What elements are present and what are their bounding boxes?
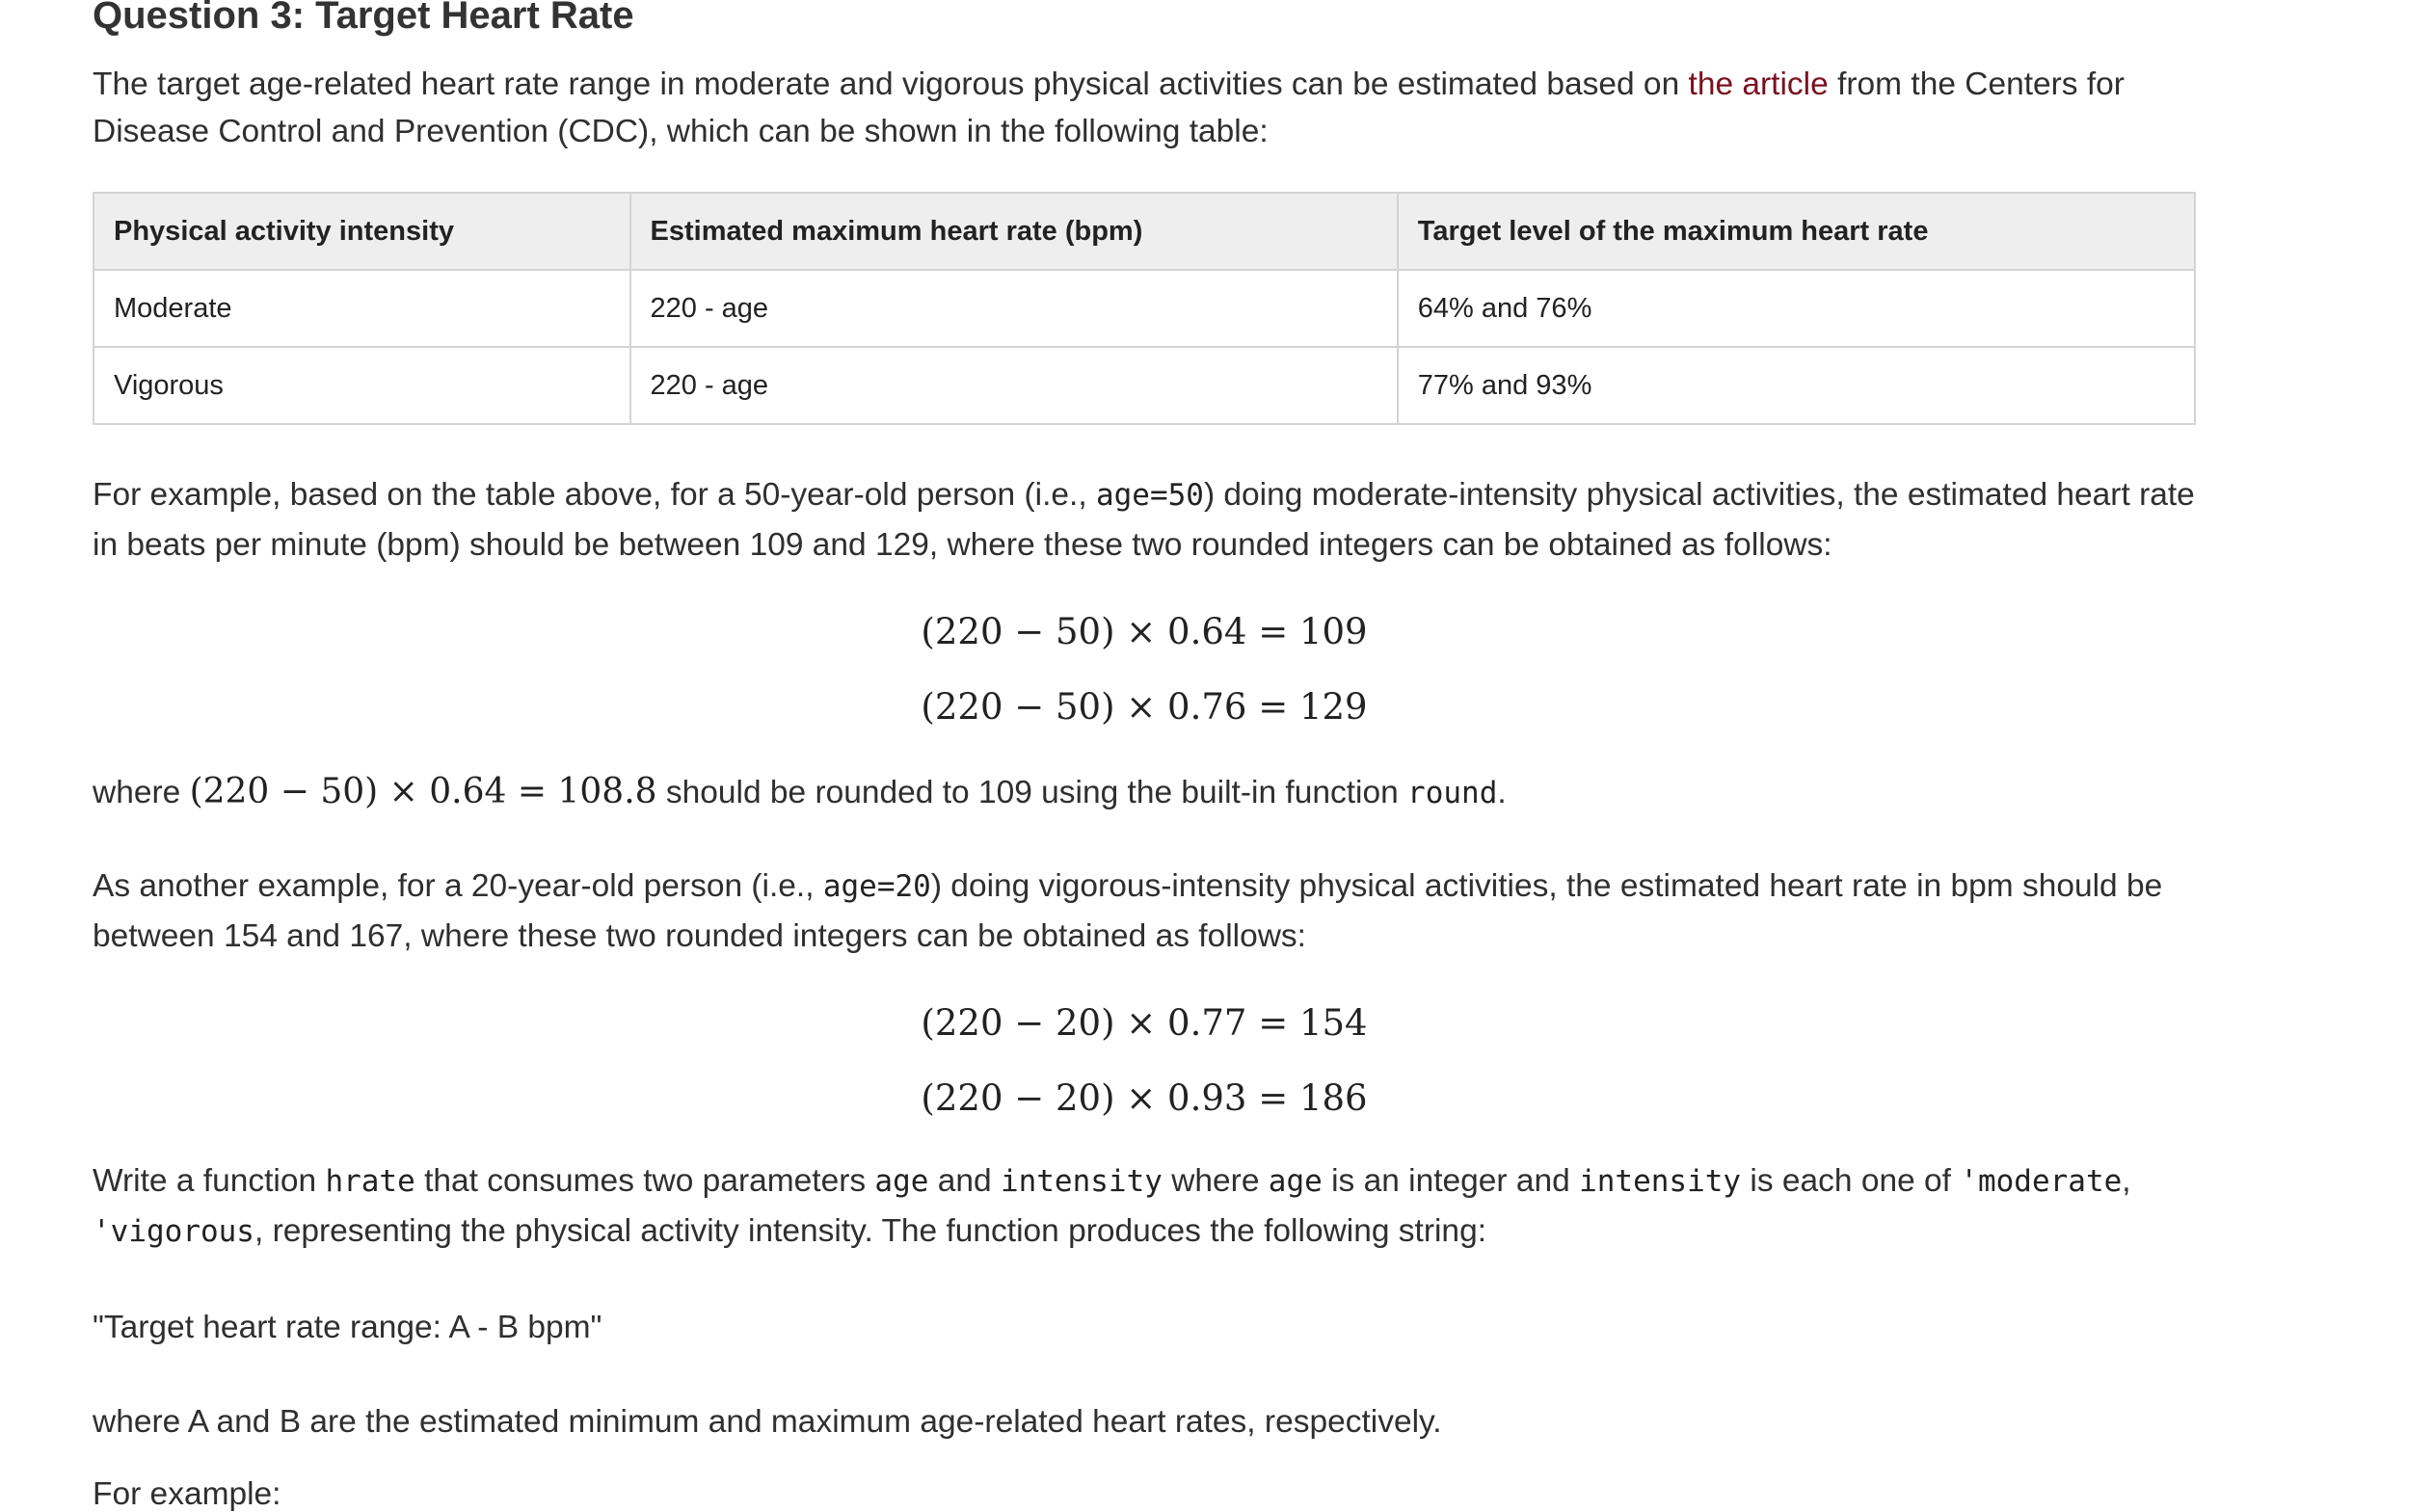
equation-2: (220 − 50) × 0.76 = 129 [921,686,1368,728]
inline-code: round [1407,776,1498,810]
question-title: Question 3: Target Heart Rate [93,0,634,37]
task-paragraph: Write a function hrate that consumes two parameters age and intensity where age is an integer and intensity is each one of 'moderate, 'vigorous, representing the physical activity intensity. The function produces the following string: [93,1163,2131,1249]
table-cell: 77% and 93% [1398,347,2195,424]
inline-code: age [874,1164,929,1199]
table-header-cell: Estimated maximum heart rate (bpm) [630,193,1398,270]
inline-math: (220 − 50) × 0.64 = 108.8 [189,772,657,811]
explanation-paragraph: where A and B are the estimated minimum and maximum age-related heart rates, respectively. [93,1404,1442,1440]
heart-rate-table [93,192,2196,425]
example1-paragraph: For example, based on the table above, for a 50-year-old person (i.e., age=50) doing moderate-intensity physical activities, the estimated heart rate in beats per minute (bpm) should be between 109 and 129, where these two rounded integers can be obtained as follows: [93,477,2195,563]
inline-code: age=20 [822,869,931,904]
table-row [94,347,2195,424]
inline-code: intensity [1579,1164,1742,1199]
table-header-cell: Target level of the maximum heart rate [1398,193,2195,270]
inline-code: intensity [1000,1164,1163,1199]
table-cell: 64% and 76% [1398,270,2195,347]
inline-code: 'moderate [1960,1164,2123,1199]
equation-1: (220 − 50) × 0.64 = 109 [921,611,1368,652]
intro-paragraph: The target age-related heart rate range in moderate and vigorous physical activities can be estimated based on the article from the Centers for Disease Control and Prevention (CDC), which can be shown in the following table: [93,66,2125,149]
table-cell: 220 - age [630,270,1398,347]
table-header-cell: Physical activity intensity [94,193,630,270]
example2-paragraph: As another example, for a 20-year-old person (i.e., age=20) doing vigorous-intensity physical activities, the estimated heart rate in bpm should be between 154 and 167, where these two rounded integers can be obtained as follows: [93,868,2163,954]
table-header-row [94,193,2195,270]
inline-code: hrate [325,1164,415,1199]
inline-code: 'vigorous [93,1214,254,1249]
cdc-article-link[interactable]: the article [1688,66,1829,102]
output-string: "Target heart rate range: A - B bpm" [93,1310,602,1345]
cutoff-heading: For example: [93,1476,281,1512]
rounding-note: where (220 − 50) × 0.64 = 108.8 should be rounded to 109 using the built-in function round. [93,772,1507,811]
equation-3: (220 − 20) × 0.77 = 154 [921,1002,1368,1044]
table-cell: 220 - age [630,347,1398,424]
inline-code: age [1268,1164,1323,1199]
equation-4: (220 − 20) × 0.93 = 186 [921,1077,1368,1119]
table-cell: Vigorous [94,347,630,424]
inline-code: age=50 [1095,478,1204,513]
table-cell: Moderate [94,270,630,347]
table-row [94,270,2195,347]
